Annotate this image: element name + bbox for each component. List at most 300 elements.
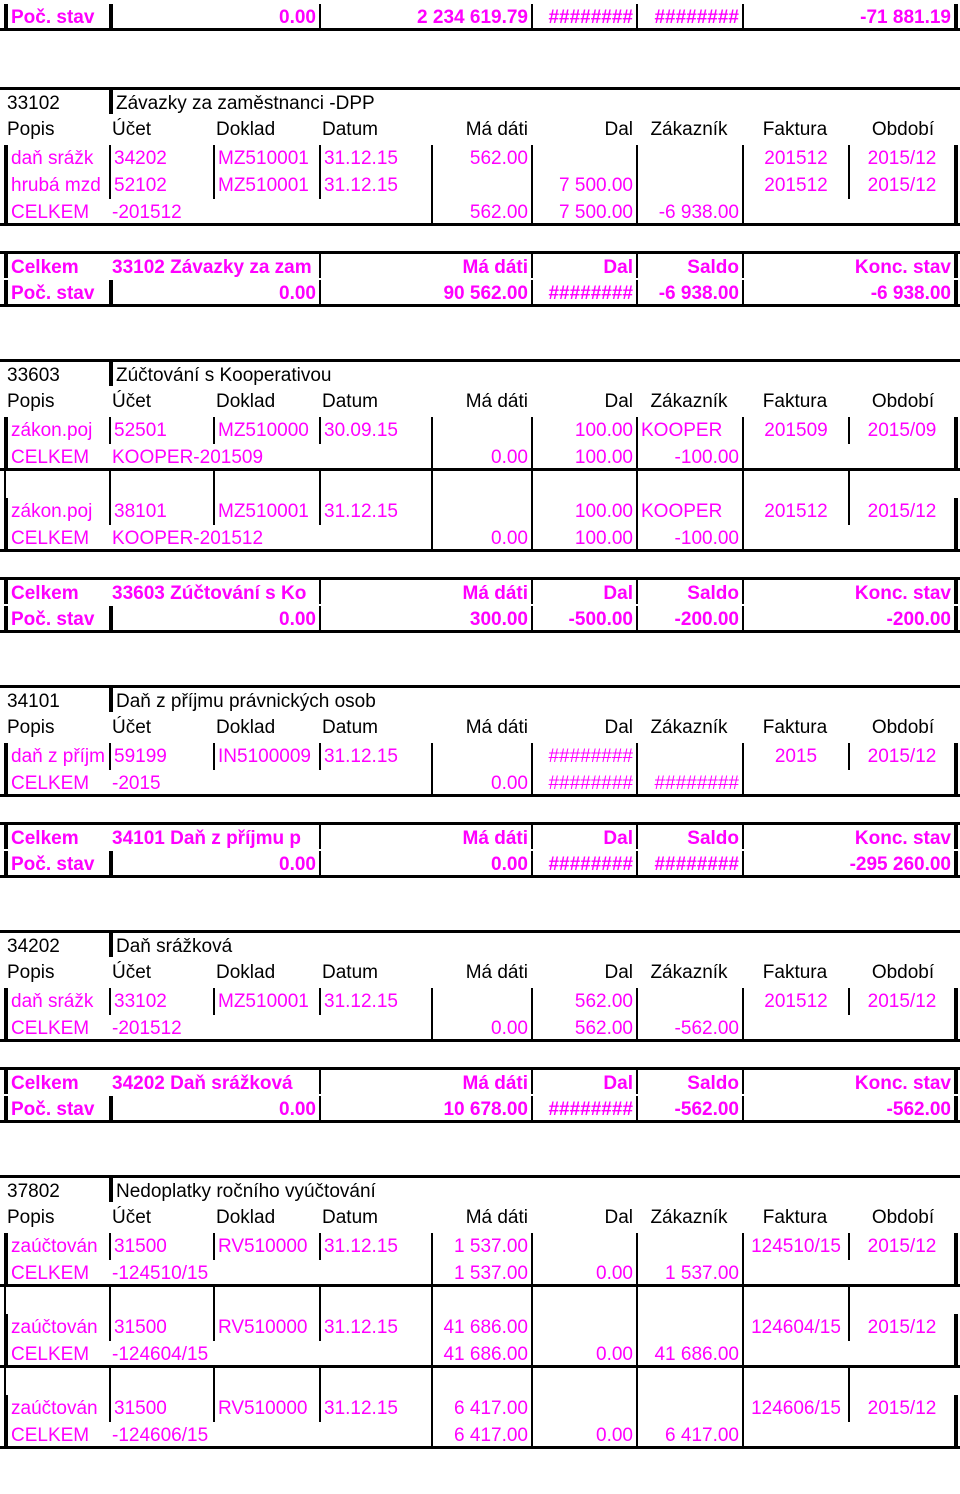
celkem-saldo: 6 417.00 <box>636 1422 742 1446</box>
column-header: Má dáti <box>465 119 528 140</box>
zakaznik-cell: KOOPER <box>636 498 742 525</box>
celkem-row <box>0 1341 960 1368</box>
ledger-row <box>0 172 960 199</box>
celkem-dal: 0.00 <box>531 1341 636 1365</box>
obdobi-cell: 2015/12 <box>848 1314 958 1341</box>
empty-cell <box>848 1287 958 1314</box>
ma-dati-cell: 6 417.00 <box>431 1395 531 1422</box>
celkem-ma-dati: 6 417.00 <box>431 1422 531 1446</box>
summary-poc-stav-value: 0.00 <box>109 606 319 630</box>
empty-cell <box>319 471 431 498</box>
ucet-cell: 31500 <box>109 1314 213 1341</box>
summary-celkem-label: Celkem <box>4 1070 109 1094</box>
celkem-ref: KOOPER-201509 <box>112 447 264 468</box>
summary-account-name: 33102 Závazky za zam <box>112 257 312 278</box>
celkem-row <box>0 444 960 471</box>
empty-cell <box>4 1287 109 1314</box>
celkem-ref: -124510/15 <box>112 1263 209 1284</box>
ucet-cell: 33102 <box>109 988 213 1015</box>
summary-saldo-label: Saldo <box>636 1070 742 1094</box>
column-header: Dal <box>604 962 633 983</box>
summary-dal-value: ######## <box>531 1096 636 1120</box>
ma-dati-cell <box>431 988 531 1015</box>
column-header: Doklad <box>216 119 276 140</box>
ma-dati-total: 2 234 619.79 <box>319 4 531 28</box>
obdobi-cell: 2015/12 <box>848 145 958 172</box>
obdobi-cell: 2015/09 <box>848 417 958 444</box>
ucet-cell: 34202 <box>109 145 213 172</box>
empty-cell <box>742 1422 958 1446</box>
summary-poc-stav-label: Poč. stav <box>4 280 109 304</box>
celkem-saldo: 1 537.00 <box>636 1260 742 1284</box>
summary-poc-stav-label: Poč. stav <box>4 606 109 630</box>
popis-cell: daň z příjm <box>4 743 109 770</box>
column-header: Má dáti <box>465 391 528 412</box>
popis-cell: zaúčtován <box>4 1233 109 1260</box>
doklad-cell: IN5100009 <box>213 743 319 770</box>
faktura-cell: 201512 <box>742 172 848 199</box>
column-header: Má dáti <box>465 717 528 738</box>
zakaznik-cell <box>636 743 742 770</box>
celkem-ma-dati: 562.00 <box>431 199 531 223</box>
column-header: Faktura <box>762 962 828 983</box>
ucet-cell: 52102 <box>109 172 213 199</box>
column-header: Popis <box>7 962 55 983</box>
celkem-ma-dati: 0.00 <box>431 525 531 549</box>
summary-dal-label: Dal <box>531 825 636 849</box>
empty-cell <box>742 525 958 549</box>
summary-celkem-label: Celkem <box>4 825 109 849</box>
account-number: 34101 <box>7 691 60 712</box>
ucet-cell: 59199 <box>109 743 213 770</box>
account-name: Závazky za zaměstnanci -DPP <box>109 90 958 114</box>
celkem-dal: 7 500.00 <box>531 199 636 223</box>
account-number: 37802 <box>7 1181 60 1202</box>
datum-cell: 30.09.15 <box>319 417 431 444</box>
celkem-ref: -201512 <box>112 202 182 223</box>
celkem-ma-dati: 0.00 <box>431 1015 531 1039</box>
empty-cell <box>742 444 958 468</box>
column-header: Období <box>871 1207 935 1228</box>
ledger-row <box>0 417 960 444</box>
konc-stav-value: -71 881.19 <box>742 4 958 28</box>
popis-cell: zákon.poj <box>4 417 109 444</box>
column-header: Popis <box>7 1207 55 1228</box>
summary-dal-value: ######## <box>531 280 636 304</box>
account-header-row <box>0 685 960 712</box>
empty-cell <box>319 1287 431 1314</box>
celkem-ref: -124604/15 <box>112 1344 209 1365</box>
empty-cell <box>742 1260 958 1284</box>
account-name: Daň srážková <box>109 933 958 957</box>
celkem-ma-dati: 0.00 <box>431 770 531 794</box>
column-header-row <box>0 388 960 415</box>
ma-dati-cell: 562.00 <box>431 145 531 172</box>
empty-cell <box>109 471 213 498</box>
empty-cell <box>531 1368 636 1395</box>
summary-header-row <box>0 251 960 278</box>
doklad-cell: MZ510000 <box>213 417 319 444</box>
dal-cell <box>531 1395 636 1422</box>
account-name: Nedoplatky ročního vyúčtování <box>109 1178 958 1202</box>
column-header: Datum <box>322 962 378 983</box>
blank-row <box>0 471 960 498</box>
popis-cell: daň srážk <box>4 145 109 172</box>
column-header-row <box>0 714 960 741</box>
summary-celkem-label: Celkem <box>4 580 109 604</box>
account-header-row <box>0 930 960 957</box>
celkem-dal: ######## <box>531 770 636 794</box>
column-header: Faktura <box>762 119 828 140</box>
column-header: Doklad <box>216 962 276 983</box>
celkem-dal: 100.00 <box>531 525 636 549</box>
summary-poc-stav-label: Poč. stav <box>4 1096 109 1120</box>
column-header-row <box>0 116 960 143</box>
summary-poc-stav-value: 0.00 <box>109 1096 319 1120</box>
summary-saldo-value: -200.00 <box>636 606 742 630</box>
summary-ma-dati-value: 10 678.00 <box>319 1096 531 1120</box>
summary-ma-dati-label: Má dáti <box>319 1070 531 1094</box>
ledger-row <box>0 1233 960 1260</box>
celkem-saldo: -100.00 <box>636 525 742 549</box>
empty-cell <box>636 471 742 498</box>
column-header: Zákazník <box>650 962 728 983</box>
doklad-cell: MZ510001 <box>213 498 319 525</box>
column-header: Účet <box>112 391 152 412</box>
empty-cell <box>531 1287 636 1314</box>
obdobi-cell: 2015/12 <box>848 498 958 525</box>
celkem-saldo: -6 938.00 <box>636 199 742 223</box>
account-number: 33603 <box>7 365 60 386</box>
faktura-cell: 124510/15 <box>742 1233 848 1260</box>
summary-ma-dati-value: 90 562.00 <box>319 280 531 304</box>
column-header: Datum <box>322 391 378 412</box>
datum-cell: 31.12.15 <box>319 1314 431 1341</box>
summary-header-row <box>0 577 960 604</box>
doklad-cell: RV510000 <box>213 1233 319 1260</box>
summary-dal-value: -500.00 <box>531 606 636 630</box>
faktura-cell: 201509 <box>742 417 848 444</box>
empty-cell <box>742 199 958 223</box>
summary-poc-stav-label: Poč. stav <box>4 851 109 875</box>
dal-cell: 100.00 <box>531 417 636 444</box>
summary-konc-stav-value: -6 938.00 <box>742 280 958 304</box>
column-header: Období <box>871 391 935 412</box>
datum-cell: 31.12.15 <box>319 988 431 1015</box>
celkem-ref: -2015 <box>112 773 161 794</box>
celkem-saldo: -100.00 <box>636 444 742 468</box>
column-header: Zákazník <box>650 391 728 412</box>
summary-konc-stav-label: Konc. stav <box>742 825 958 849</box>
saldo-total: ######## <box>636 4 742 28</box>
faktura-cell: 124606/15 <box>742 1395 848 1422</box>
dal-cell <box>531 145 636 172</box>
empty-cell <box>636 1368 742 1395</box>
column-header: Datum <box>322 119 378 140</box>
celkem-ref: -124606/15 <box>112 1425 209 1446</box>
faktura-cell: 124604/15 <box>742 1314 848 1341</box>
column-header: Doklad <box>216 1207 276 1228</box>
datum-cell: 31.12.15 <box>319 1395 431 1422</box>
dal-cell <box>531 1233 636 1260</box>
celkem-label: CELKEM <box>4 1422 109 1446</box>
dal-cell: 100.00 <box>531 498 636 525</box>
summary-konc-stav-label: Konc. stav <box>742 580 958 604</box>
column-header: Doklad <box>216 717 276 738</box>
celkem-label: CELKEM <box>4 199 109 223</box>
obdobi-cell: 2015/12 <box>848 1233 958 1260</box>
column-header: Datum <box>322 717 378 738</box>
empty-cell <box>531 471 636 498</box>
column-header: Má dáti <box>465 962 528 983</box>
celkem-row <box>0 1260 960 1287</box>
account-number: 33102 <box>7 93 60 114</box>
faktura-cell: 2015 <box>742 743 848 770</box>
empty-cell <box>109 1287 213 1314</box>
dal-cell <box>531 1314 636 1341</box>
column-header: Zákazník <box>650 1207 728 1228</box>
ledger-row <box>0 743 960 770</box>
zakaznik-cell <box>636 1314 742 1341</box>
summary-konc-stav-label: Konc. stav <box>742 1070 958 1094</box>
account-header-row <box>0 1175 960 1202</box>
dal-cell: ######## <box>531 743 636 770</box>
celkem-row <box>0 199 960 226</box>
celkem-row <box>0 770 960 797</box>
obdobi-cell: 2015/12 <box>848 1395 958 1422</box>
top-summary-row <box>0 4 960 31</box>
summary-saldo-value: ######## <box>636 851 742 875</box>
column-header: Dal <box>604 391 633 412</box>
column-header: Účet <box>112 717 152 738</box>
column-header: Popis <box>7 119 55 140</box>
ucet-cell: 52501 <box>109 417 213 444</box>
empty-cell <box>431 1368 531 1395</box>
account-number: 34202 <box>7 936 60 957</box>
celkem-label: CELKEM <box>4 1260 109 1284</box>
empty-cell <box>636 1287 742 1314</box>
summary-saldo-value: -562.00 <box>636 1096 742 1120</box>
dal-total: ######## <box>531 4 636 28</box>
ledger-row <box>0 1395 960 1422</box>
celkem-dal: 562.00 <box>531 1015 636 1039</box>
column-header: Období <box>871 119 935 140</box>
obdobi-cell: 2015/12 <box>848 743 958 770</box>
empty-cell <box>742 1368 848 1395</box>
summary-saldo-label: Saldo <box>636 254 742 278</box>
ucet-cell: 38101 <box>109 498 213 525</box>
column-header: Dal <box>604 119 633 140</box>
summary-poc-stav-value: 0.00 <box>109 280 319 304</box>
faktura-cell: 201512 <box>742 988 848 1015</box>
ma-dati-cell <box>431 743 531 770</box>
column-header: Účet <box>112 1207 152 1228</box>
empty-cell <box>742 770 958 794</box>
popis-cell: zaúčtován <box>4 1395 109 1422</box>
account-header-row <box>0 359 960 386</box>
column-header-row <box>0 1204 960 1231</box>
celkem-row <box>0 525 960 552</box>
column-header: Dal <box>604 1207 633 1228</box>
summary-values-row <box>0 851 960 878</box>
column-header: Faktura <box>762 717 828 738</box>
poc-stav-value: 0.00 <box>109 4 319 28</box>
column-header: Doklad <box>216 391 276 412</box>
column-header: Účet <box>112 962 152 983</box>
summary-header-row <box>0 1067 960 1094</box>
celkem-ma-dati: 41 686.00 <box>431 1341 531 1365</box>
blank-row <box>0 1287 960 1314</box>
summary-account-name: 34101 Daň z příjmu p <box>112 828 302 849</box>
popis-cell: zaúčtován <box>4 1314 109 1341</box>
celkem-dal: 0.00 <box>531 1422 636 1446</box>
ma-dati-cell: 41 686.00 <box>431 1314 531 1341</box>
celkem-label: CELKEM <box>4 525 109 549</box>
empty-cell <box>431 1287 531 1314</box>
summary-values-row <box>0 280 960 307</box>
celkem-row <box>0 1422 960 1449</box>
zakaznik-cell <box>636 1233 742 1260</box>
summary-ma-dati-value: 300.00 <box>319 606 531 630</box>
summary-celkem-label: Celkem <box>4 254 109 278</box>
doklad-cell: RV510000 <box>213 1314 319 1341</box>
ma-dati-cell: 1 537.00 <box>431 1233 531 1260</box>
dal-cell: 7 500.00 <box>531 172 636 199</box>
zakaznik-cell <box>636 172 742 199</box>
ma-dati-cell <box>431 417 531 444</box>
column-header: Dal <box>604 717 633 738</box>
ledger-row <box>0 988 960 1015</box>
account-name: Zúčtování s Kooperativou <box>109 362 958 386</box>
poc-stav-label: Poč. stav <box>4 4 109 28</box>
obdobi-cell: 2015/12 <box>848 172 958 199</box>
summary-saldo-value: -6 938.00 <box>636 280 742 304</box>
summary-dal-label: Dal <box>531 580 636 604</box>
summary-ma-dati-label: Má dáti <box>319 254 531 278</box>
column-header: Faktura <box>762 391 828 412</box>
zakaznik-cell <box>636 145 742 172</box>
summary-saldo-label: Saldo <box>636 580 742 604</box>
summary-account-name: 34202 Daň srážková <box>112 1073 293 1094</box>
empty-cell <box>213 471 319 498</box>
empty-cell <box>742 1287 848 1314</box>
popis-cell: daň srážk <box>4 988 109 1015</box>
summary-values-row <box>0 1096 960 1123</box>
faktura-cell: 201512 <box>742 498 848 525</box>
ucet-cell: 31500 <box>109 1395 213 1422</box>
zakaznik-cell <box>636 1395 742 1422</box>
column-header-row <box>0 959 960 986</box>
summary-ma-dati-label: Má dáti <box>319 825 531 849</box>
summary-konc-stav-value: -200.00 <box>742 606 958 630</box>
ma-dati-cell <box>431 172 531 199</box>
ledger-row <box>0 498 960 525</box>
empty-cell <box>213 1287 319 1314</box>
empty-cell <box>109 1368 213 1395</box>
faktura-cell: 201512 <box>742 145 848 172</box>
column-header: Účet <box>112 119 152 140</box>
empty-cell <box>848 1368 958 1395</box>
datum-cell: 31.12.15 <box>319 145 431 172</box>
datum-cell: 31.12.15 <box>319 498 431 525</box>
celkem-row <box>0 1015 960 1042</box>
celkem-saldo: 41 686.00 <box>636 1341 742 1365</box>
ledger-row <box>0 145 960 172</box>
empty-cell <box>4 1368 109 1395</box>
account-name: Daň z příjmu právnických osob <box>109 688 958 712</box>
doklad-cell: RV510000 <box>213 1395 319 1422</box>
summary-header-row <box>0 822 960 849</box>
blank-row <box>0 1368 960 1395</box>
doklad-cell: MZ510001 <box>213 172 319 199</box>
summary-dal-label: Dal <box>531 1070 636 1094</box>
celkem-dal: 0.00 <box>531 1260 636 1284</box>
summary-konc-stav-value: -295 260.00 <box>742 851 958 875</box>
celkem-saldo: -562.00 <box>636 1015 742 1039</box>
column-header: Období <box>871 962 935 983</box>
summary-account-name: 33603 Zúčtování s Ko <box>112 583 307 604</box>
empty-cell <box>742 1341 958 1365</box>
ucet-cell: 31500 <box>109 1233 213 1260</box>
datum-cell: 31.12.15 <box>319 172 431 199</box>
celkem-label: CELKEM <box>4 770 109 794</box>
obdobi-cell: 2015/12 <box>848 988 958 1015</box>
celkem-saldo: ######## <box>636 770 742 794</box>
empty-cell <box>319 1368 431 1395</box>
summary-konc-stav-label: Konc. stav <box>742 254 958 278</box>
celkem-label: CELKEM <box>4 1341 109 1365</box>
column-header: Zákazník <box>650 717 728 738</box>
empty-cell <box>4 471 109 498</box>
column-header: Má dáti <box>465 1207 528 1228</box>
doklad-cell: MZ510001 <box>213 145 319 172</box>
dal-cell: 562.00 <box>531 988 636 1015</box>
ma-dati-cell <box>431 498 531 525</box>
summary-dal-value: ######## <box>531 851 636 875</box>
empty-cell <box>848 471 958 498</box>
doklad-cell: MZ510001 <box>213 988 319 1015</box>
summary-ma-dati-value: 0.00 <box>319 851 531 875</box>
account-header-row <box>0 87 960 114</box>
summary-konc-stav-value: -562.00 <box>742 1096 958 1120</box>
column-header: Zákazník <box>650 119 728 140</box>
empty-cell <box>742 471 848 498</box>
empty-cell <box>213 1368 319 1395</box>
ledger-row <box>0 1314 960 1341</box>
summary-values-row <box>0 606 960 633</box>
celkem-ref: -201512 <box>112 1018 182 1039</box>
popis-cell: zákon.poj <box>4 498 109 525</box>
celkem-ma-dati: 1 537.00 <box>431 1260 531 1284</box>
summary-saldo-label: Saldo <box>636 825 742 849</box>
column-header: Období <box>871 717 935 738</box>
empty-cell <box>431 471 531 498</box>
popis-cell: hrubá mzd <box>4 172 109 199</box>
empty-cell <box>742 1015 958 1039</box>
zakaznik-cell <box>636 988 742 1015</box>
summary-ma-dati-label: Má dáti <box>319 580 531 604</box>
datum-cell: 31.12.15 <box>319 743 431 770</box>
celkem-label: CELKEM <box>4 444 109 468</box>
celkem-label: CELKEM <box>4 1015 109 1039</box>
celkem-dal: 100.00 <box>531 444 636 468</box>
column-header: Faktura <box>762 1207 828 1228</box>
celkem-ref: KOOPER-201512 <box>112 528 264 549</box>
datum-cell: 31.12.15 <box>319 1233 431 1260</box>
column-header: Datum <box>322 1207 378 1228</box>
column-header: Popis <box>7 717 55 738</box>
summary-dal-label: Dal <box>531 254 636 278</box>
